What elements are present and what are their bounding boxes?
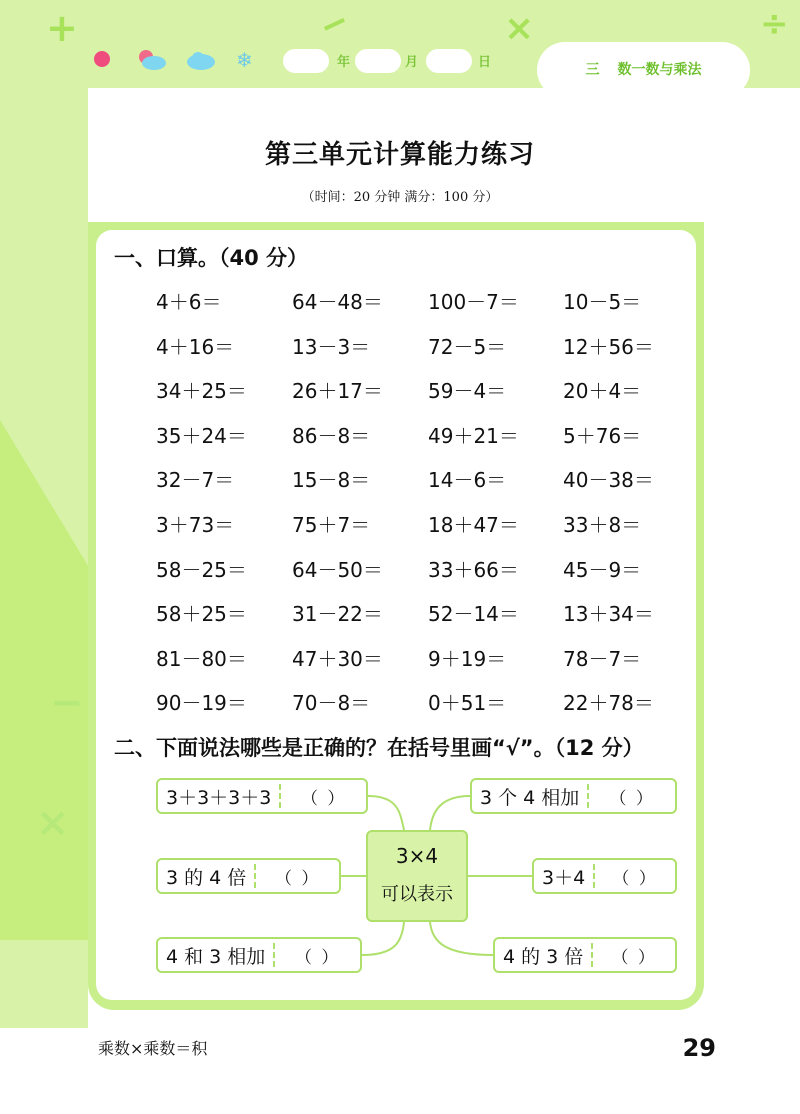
times-decoration-icon: ×: [36, 800, 70, 846]
math-expression[interactable]: 58－25＝: [156, 557, 247, 582]
math-expression[interactable]: 47＋30＝: [292, 646, 383, 671]
answer-blank[interactable]: （ ）: [274, 868, 321, 889]
answer-blank[interactable]: （ ）: [611, 947, 657, 968]
answer-blank[interactable]: （ ）: [609, 788, 655, 809]
math-expression[interactable]: 5＋76＝: [563, 423, 642, 448]
divide-decoration-icon: ÷: [760, 4, 789, 44]
math-expression[interactable]: 10－5＝: [563, 290, 642, 314]
snowflake-icon: ❄: [236, 48, 253, 72]
unit-number: 三: [585, 62, 600, 78]
statement-label: 3 个 4 相加: [480, 786, 580, 809]
answer-blank[interactable]: （ ）: [294, 947, 341, 968]
statement-box[interactable]: [156, 858, 341, 894]
math-expression[interactable]: 86－8＝: [292, 423, 371, 448]
center-caption: 可以表示: [381, 884, 453, 905]
statement-label: 4 和 3 相加: [166, 945, 266, 968]
math-expression[interactable]: 90－19＝: [156, 691, 247, 716]
statement-box[interactable]: [470, 778, 677, 814]
statement-box[interactable]: [493, 937, 677, 973]
page-number: 29: [682, 1034, 716, 1062]
math-expression[interactable]: 26＋17＝: [292, 379, 383, 404]
day-label: 日: [478, 55, 492, 70]
math-expression[interactable]: 81－80＝: [156, 646, 247, 671]
statement-label: 3 的 4 倍: [166, 866, 247, 889]
math-expression[interactable]: 72－5＝: [428, 334, 507, 359]
math-expression[interactable]: 40－38＝: [563, 468, 654, 493]
page-subtitle: （时间：20 分钟 满分：100 分）: [301, 190, 499, 205]
statement-label: 3＋4: [542, 866, 586, 889]
math-expression[interactable]: 33＋66＝: [428, 557, 519, 582]
math-expression[interactable]: 64－50＝: [292, 557, 383, 582]
math-expression[interactable]: 12＋56＝: [563, 334, 654, 359]
math-expression[interactable]: 45－9＝: [563, 557, 642, 582]
math-expression[interactable]: 49＋21＝: [428, 423, 519, 448]
math-expression[interactable]: 0＋51＝: [428, 691, 507, 716]
math-expression[interactable]: 13－3＝: [292, 334, 371, 359]
month-label: 月: [405, 55, 419, 70]
statement-box[interactable]: [156, 937, 362, 973]
unit-title: 数一数与乘法: [617, 62, 702, 78]
math-expression[interactable]: 64－48＝: [292, 290, 383, 314]
answer-blank[interactable]: （ ）: [300, 788, 347, 809]
math-expression[interactable]: 33＋8＝: [563, 513, 642, 537]
section-2-title: 二、下面说法哪些是正确的？在括号里画“√”。（12 分）: [114, 736, 644, 760]
math-expression[interactable]: 59－4＝: [428, 379, 507, 404]
section-1-title: 一、口算。（40 分）: [114, 246, 309, 270]
math-expression[interactable]: 58＋25＝: [156, 602, 247, 627]
statement-label: 4 的 3 倍: [503, 945, 584, 968]
statement-box[interactable]: [532, 858, 677, 894]
math-expression[interactable]: 18＋47＝: [428, 513, 519, 537]
center-expression: 3×4: [395, 844, 439, 868]
minus-decoration-icon: −: [312, 0, 356, 49]
footer-formula: 乘数×乘数＝积: [98, 1039, 208, 1058]
math-expression[interactable]: 75＋7＝: [292, 513, 371, 537]
math-expression[interactable]: 22＋78＝: [563, 691, 654, 716]
math-expression[interactable]: 13＋34＝: [563, 602, 654, 627]
math-expression[interactable]: 70－8＝: [292, 691, 371, 716]
math-expression[interactable]: 20＋4＝: [563, 379, 642, 404]
math-expression[interactable]: 32－7＝: [156, 468, 235, 493]
math-expression[interactable]: 35＋24＝: [156, 423, 247, 448]
math-expression[interactable]: 52－14＝: [428, 602, 519, 627]
math-expression[interactable]: 4＋6＝: [156, 290, 222, 314]
math-expression[interactable]: 9＋19＝: [428, 646, 507, 671]
minus-decoration-icon: −: [50, 680, 84, 726]
answer-blank[interactable]: （ ）: [612, 868, 658, 889]
statement-box[interactable]: [156, 778, 368, 814]
math-expression[interactable]: 14－6＝: [428, 468, 507, 493]
math-expression[interactable]: 100－7＝: [428, 290, 519, 314]
statement-label: 3＋3＋3＋3: [166, 786, 272, 809]
math-expression[interactable]: 31－22＝: [292, 602, 383, 627]
mind-map-center: [366, 830, 468, 922]
math-expression[interactable]: 34＋25＝: [156, 379, 247, 404]
plus-decoration-icon: +: [46, 6, 78, 50]
page-title: 第三单元计算能力练习: [264, 140, 535, 170]
math-expression[interactable]: 15－8＝: [292, 468, 371, 493]
year-label: 年: [337, 55, 351, 70]
times-decoration-icon: ×: [504, 8, 535, 49]
math-expression[interactable]: 4＋16＝: [156, 334, 235, 359]
math-expression[interactable]: 78－7＝: [563, 646, 642, 671]
math-expression[interactable]: 3＋73＝: [156, 513, 235, 537]
